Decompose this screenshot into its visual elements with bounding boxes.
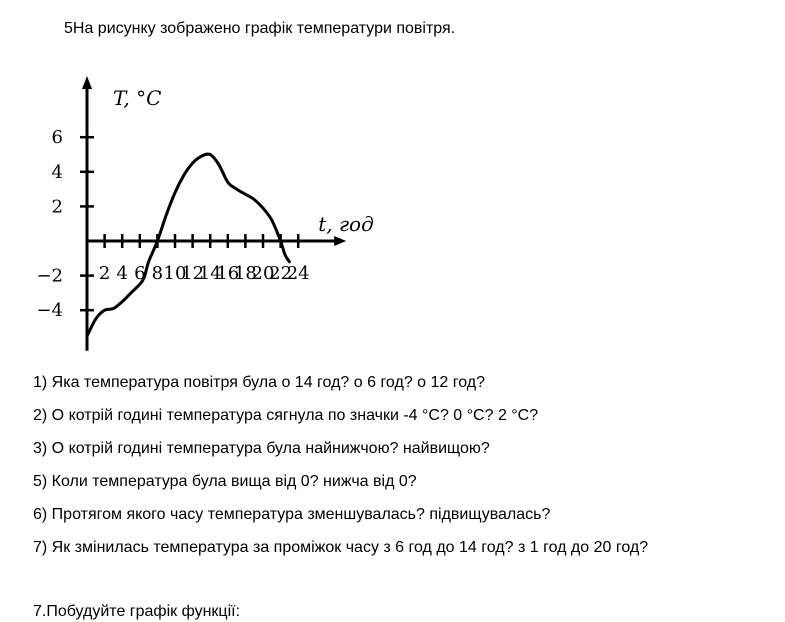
question-item: 6) Протягом якого часу температура зменшувалась? підвищувалась? [33, 506, 551, 523]
next-task-heading: 7.Побудуйте графік функції: [33, 603, 241, 620]
chart-axes [82, 76, 346, 351]
y-tick-label: −4 [36, 300, 63, 322]
question-item: 2) О котрій годині температура сягнула по значки -4 °C? 0 °C? 2 °C? [33, 407, 539, 424]
x-tick-label: 12 [181, 263, 205, 284]
x-tick-label: 8 [151, 263, 164, 284]
x-tick-label: 4 [116, 263, 128, 284]
x-tick-label: 6 [134, 263, 146, 284]
x-tick-label: 16 [216, 263, 240, 284]
x-tick-label: 2 [98, 263, 111, 284]
chart-ticks [80, 137, 298, 310]
question-item: 5) Коли температура була вища від 0? нижча від 0? [33, 473, 417, 490]
x-tick-label: 22 [269, 263, 293, 284]
chart-tick-labels [36, 127, 309, 321]
y-axis-arrow-icon [82, 76, 92, 89]
task-heading: 5На рисунку зображено графік температури повітря. [64, 20, 456, 37]
x-tick-label: 14 [198, 263, 222, 284]
y-axis-label: T, °C [113, 86, 162, 110]
x-axis-arrow-icon [334, 236, 346, 246]
question-item: 3) О котрій годині температура була найнижчою? найвищою? [33, 440, 490, 457]
y-tick-label: 6 [51, 127, 63, 149]
x-tick-label: 20 [251, 263, 275, 284]
y-tick-label: 4 [51, 161, 63, 183]
question-list [33, 373, 648, 571]
question-item: 1) Яка температура повітря була о 14 год? о 6 год? о 12 год? [33, 374, 486, 391]
y-tick-label: 2 [51, 196, 63, 218]
x-tick-label: 18 [233, 263, 257, 284]
x-axis-label: t, год [318, 212, 374, 236]
temperature-curve [87, 154, 289, 336]
y-tick-label: −2 [36, 265, 63, 287]
question-item: 7) Як змінилась температура за проміжок часу з 6 год до 14 год? з 1 год до 20 год? [33, 539, 649, 556]
x-tick-label: 10 [163, 263, 187, 284]
temperature-chart [30, 70, 590, 355]
x-tick-label: 24 [286, 263, 310, 284]
